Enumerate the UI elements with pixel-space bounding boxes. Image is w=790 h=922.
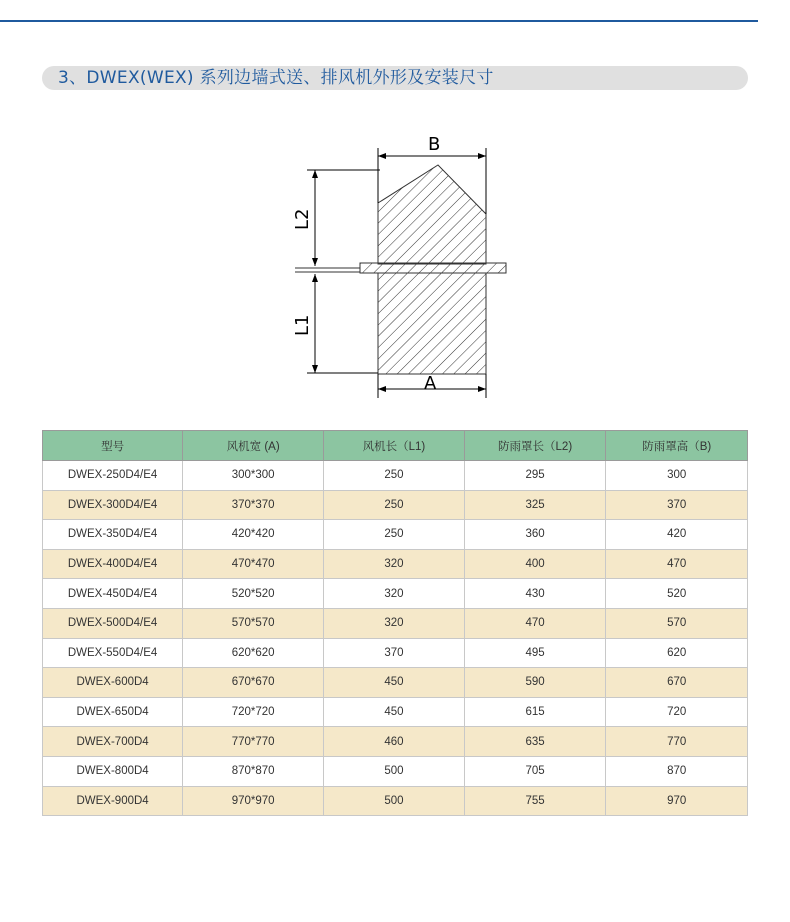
table-row: [43, 786, 748, 816]
cell-hood-height: 420: [606, 520, 748, 550]
cell-hood-height: 520: [606, 579, 748, 609]
table-row: [43, 520, 748, 550]
cell-model: DWEX-500D4/E4: [43, 608, 183, 638]
top-divider: [0, 20, 758, 22]
spec-table: [42, 430, 748, 816]
cell-hood-length: 705: [464, 756, 606, 786]
cell-hood-length: 590: [464, 668, 606, 698]
col-header-fan-width: 风机宽 (A): [183, 431, 324, 461]
table-row: [43, 727, 748, 757]
cell-model: DWEX-900D4: [43, 786, 183, 816]
table-row: [43, 668, 748, 698]
col-header-hood-length: 防雨罩长（L2): [464, 431, 606, 461]
cell-fan-width: 870*870: [183, 756, 324, 786]
table-row: [43, 549, 748, 579]
cell-model: DWEX-300D4/E4: [43, 490, 183, 520]
cell-fan-width: 770*770: [183, 727, 324, 757]
cell-fan-length: 450: [324, 697, 465, 727]
col-header-fan-length: 风机长（L1): [324, 431, 465, 461]
table-row: [43, 461, 748, 491]
dimension-diagram: [290, 130, 520, 405]
cell-hood-height: 300: [606, 461, 748, 491]
cell-fan-length: 320: [324, 579, 465, 609]
table-row: [43, 608, 748, 638]
cell-fan-length: 320: [324, 608, 465, 638]
table-row: [43, 579, 748, 609]
cell-fan-length: 250: [324, 490, 465, 520]
cell-fan-length: 320: [324, 549, 465, 579]
table-row: [43, 490, 748, 520]
cell-model: DWEX-250D4/E4: [43, 461, 183, 491]
cell-fan-width: 470*470: [183, 549, 324, 579]
cell-fan-width: 370*370: [183, 490, 324, 520]
cell-hood-height: 620: [606, 638, 748, 668]
label-l1: L1: [292, 314, 313, 336]
cell-model: DWEX-350D4/E4: [43, 520, 183, 550]
cell-fan-width: 620*620: [183, 638, 324, 668]
section-header-bar: [42, 66, 748, 90]
wall-flange: [360, 263, 506, 273]
label-b: B: [428, 134, 441, 155]
cell-hood-length: 400: [464, 549, 606, 579]
cell-fan-length: 250: [324, 520, 465, 550]
cell-fan-length: 250: [324, 461, 465, 491]
table-row: [43, 638, 748, 668]
fan-body: [378, 273, 486, 374]
cell-hood-length: 430: [464, 579, 606, 609]
cell-hood-height: 720: [606, 697, 748, 727]
hood-shape: [378, 165, 486, 264]
cell-fan-length: 500: [324, 756, 465, 786]
cell-fan-length: 450: [324, 668, 465, 698]
cell-fan-width: 570*570: [183, 608, 324, 638]
cell-fan-width: 300*300: [183, 461, 324, 491]
cell-model: DWEX-800D4: [43, 756, 183, 786]
cell-fan-length: 460: [324, 727, 465, 757]
table-header-row: [43, 431, 748, 461]
cell-hood-height: 970: [606, 786, 748, 816]
cell-fan-width: 670*670: [183, 668, 324, 698]
cell-model: DWEX-600D4: [43, 668, 183, 698]
cell-hood-height: 570: [606, 608, 748, 638]
cell-hood-height: 870: [606, 756, 748, 786]
label-a: A: [424, 373, 437, 394]
cell-fan-width: 520*520: [183, 579, 324, 609]
cell-hood-height: 670: [606, 668, 748, 698]
cell-fan-length: 500: [324, 786, 465, 816]
cell-hood-length: 360: [464, 520, 606, 550]
cell-hood-length: 755: [464, 786, 606, 816]
col-header-model: 型号: [43, 431, 183, 461]
cell-model: DWEX-650D4: [43, 697, 183, 727]
cell-fan-width: 970*970: [183, 786, 324, 816]
cell-hood-height: 770: [606, 727, 748, 757]
cell-model: DWEX-700D4: [43, 727, 183, 757]
cell-hood-length: 325: [464, 490, 606, 520]
table-row: [43, 756, 748, 786]
col-header-hood-height: 防雨罩高（B): [606, 431, 748, 461]
cell-model: DWEX-550D4/E4: [43, 638, 183, 668]
diagram-svg: [290, 130, 520, 405]
cell-hood-length: 615: [464, 697, 606, 727]
cell-fan-width: 420*420: [183, 520, 324, 550]
cell-fan-length: 370: [324, 638, 465, 668]
cell-hood-length: 295: [464, 461, 606, 491]
cell-hood-height: 470: [606, 549, 748, 579]
label-l2: L2: [292, 208, 313, 230]
cell-model: DWEX-400D4/E4: [43, 549, 183, 579]
table-row: [43, 697, 748, 727]
cell-hood-length: 495: [464, 638, 606, 668]
section-title: 3、DWEX(WEX) 系列边墙式送、排风机外形及安装尺寸: [58, 68, 494, 88]
cell-model: DWEX-450D4/E4: [43, 579, 183, 609]
cell-fan-width: 720*720: [183, 697, 324, 727]
cell-hood-length: 470: [464, 608, 606, 638]
cell-hood-height: 370: [606, 490, 748, 520]
cell-hood-length: 635: [464, 727, 606, 757]
